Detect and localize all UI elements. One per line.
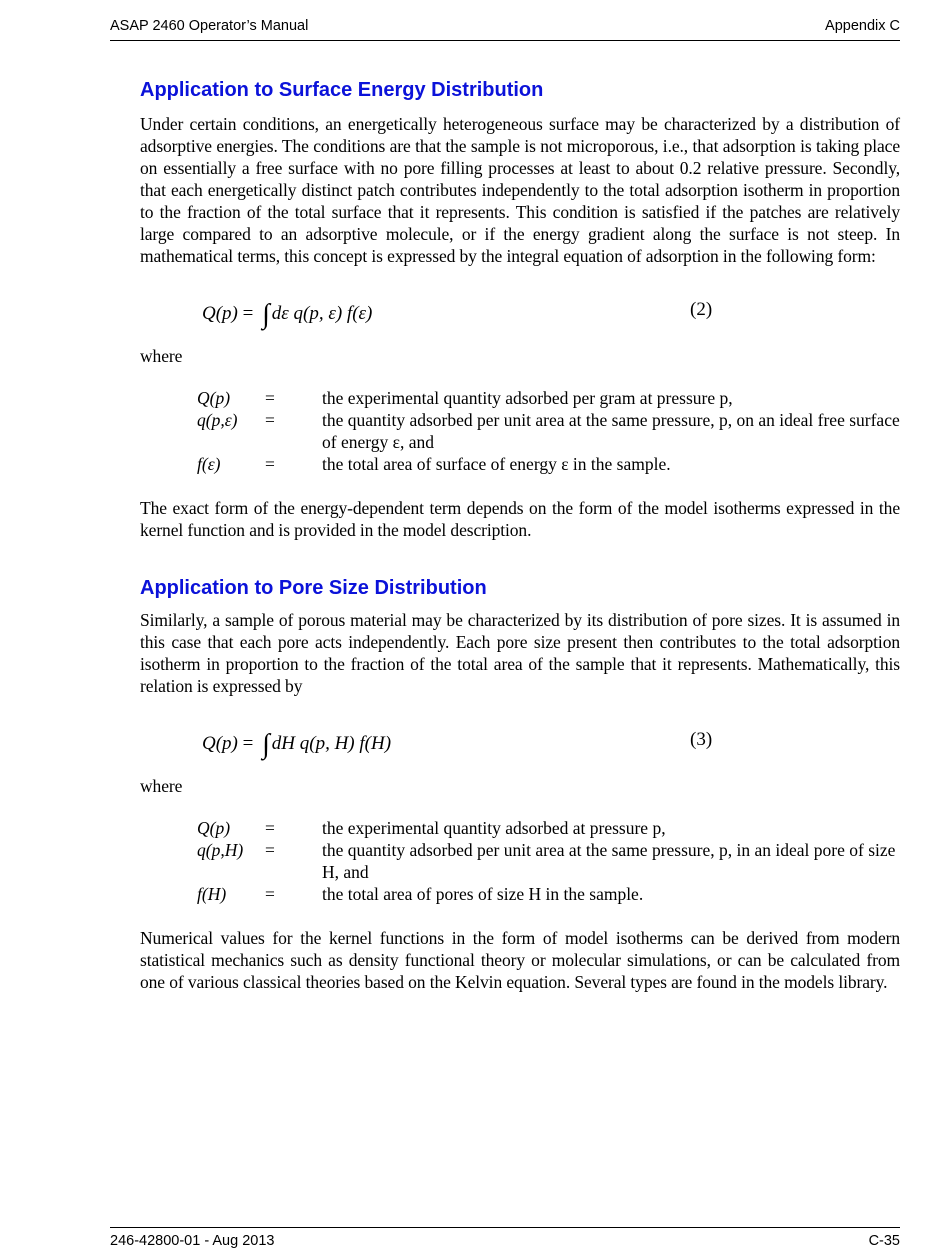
definition-item (140, 839, 900, 883)
definition-item (140, 409, 900, 453)
equation-3-rhs: dH q(p, H) f(H) (271, 733, 392, 754)
definition-symbol: f(H) (197, 884, 227, 904)
definition-symbol: f(ε) (197, 454, 221, 474)
footer-document-number: 246-42800-01 - Aug 2013 (110, 1233, 275, 1249)
equation-2-expression (202, 299, 372, 331)
equation-2-lhs: Q(p) (202, 303, 238, 324)
equation-3-number: (3) (690, 729, 713, 750)
equation-2 (140, 293, 900, 333)
definition-symbol: Q(p) (197, 388, 231, 408)
paragraph-energy-term: The exact form of the energy-dependent term depends on the form of the model isotherms expressed in the kernel function and is provided in the model description. (140, 498, 900, 540)
equation-3-lhs: Q(p) (202, 733, 238, 754)
definition-text: the total area of pores of size H in the sample. (322, 884, 644, 904)
definition-equals: = (265, 388, 275, 408)
page-header (110, 18, 900, 41)
integral-sign: ∫ (262, 729, 270, 760)
definition-item (140, 453, 900, 475)
paragraph-pore-size-intro: Similarly, a sample of porous material may be characterized by its distribution of pore sizes. It is assumed in this case that each pore acts independently. Each pore size present then contributes to the total adsorption isotherm in proportion to the fraction of the total area of the sample that it represents. Mathematically, this relation is expressed by (140, 610, 900, 696)
equation-2-equals: = (242, 303, 254, 324)
where-label: where (140, 346, 183, 366)
equation-3-expression (202, 729, 391, 761)
definition-text: the experimental quantity adsorbed at pressure p, (322, 818, 666, 838)
definition-symbol: q(p,H) (197, 840, 244, 860)
definition-symbol: q(p,ε) (197, 410, 238, 430)
footer-page-number: C-35 (868, 1233, 900, 1249)
definition-item (140, 883, 900, 905)
page-content (140, 78, 900, 993)
equation-2-rhs: dε q(p, ε) f(ε) (271, 303, 373, 324)
definition-equals: = (265, 840, 275, 860)
equation-3 (140, 723, 900, 763)
header-appendix-label: Appendix C (825, 18, 900, 34)
equation-2-number: (2) (690, 299, 713, 320)
section-heading-pore-size: Application to Pore Size Distribution (140, 577, 487, 599)
definition-text: the total area of surface of energy ε in the sample. (322, 454, 671, 474)
where-label: where (140, 776, 183, 796)
definition-text: the experimental quantity adsorbed per gram at pressure p, (322, 388, 733, 408)
page-footer (110, 1227, 900, 1249)
definition-symbol: Q(p) (197, 818, 231, 838)
definition-text: the quantity adsorbed per unit area at the same pressure, p, on an ideal free surface of energy ε, and (322, 410, 900, 452)
section-heading-surface-energy: Application to Surface Energy Distribution (140, 79, 544, 101)
equation-3-equals: = (242, 733, 254, 754)
header-manual-title: ASAP 2460 Operator’s Manual (110, 18, 309, 34)
definition-item (140, 817, 900, 839)
definition-equals: = (265, 454, 275, 474)
definition-equals: = (265, 884, 275, 904)
paragraph-kernel-functions: Numerical values for the kernel functions in the form of model isotherms can be derived from modern statistical mechanics such as density functional theory or molecular simulations, or can be calculated from one of various classical theories based on the Kelvin equation. Several types are found in the models library. (140, 928, 900, 992)
definition-equals: = (265, 818, 275, 838)
definitions-list-surface (140, 387, 900, 475)
definition-text: the quantity adsorbed per unit area at the same pressure, p, in an ideal pore of size H, and (322, 840, 896, 882)
definitions-list-pore (140, 817, 900, 905)
paragraph-surface-energy-intro: Under certain conditions, an energetically heterogeneous surface may be characterized by a distribution of adsorptive energies. The conditions are that the sample is not microporous, i.e., that adsorption is taking place on essentially a free surface with no pore filling processes at least to about 0.2 relative pressure. Secondly, that each energetically distinct patch contributes independently to the total adsorption isotherm in proportion to the fraction of the total surface that it represents. This condition is satisfied if the patches are relatively large compared to an adsorptive molecule, or if the energy gradient along the surface is not steep. In mathematical terms, this concept is expressed by the integral equation of adsorption in the following form: (140, 114, 900, 266)
definition-equals: = (265, 410, 275, 430)
definition-item (140, 387, 900, 409)
integral-sign: ∫ (262, 299, 270, 330)
